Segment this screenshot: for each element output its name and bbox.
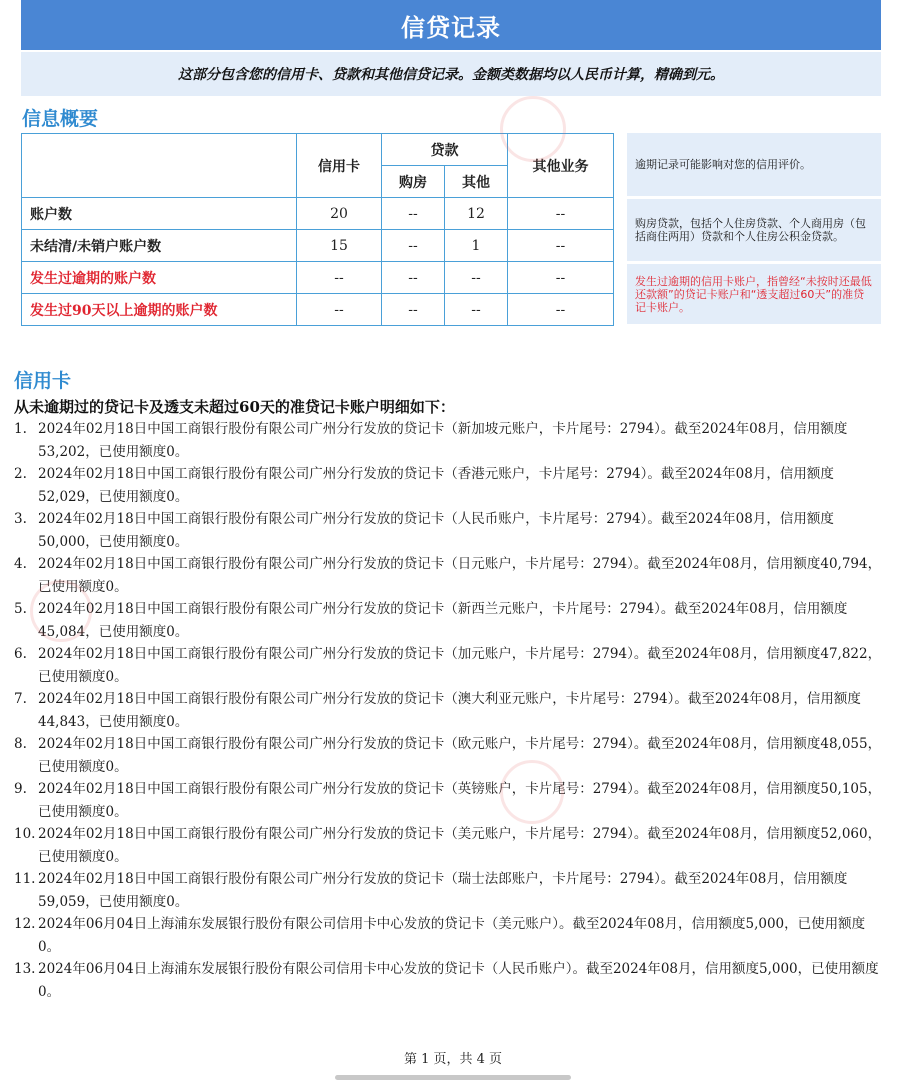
header-housing: 购房 <box>382 166 445 198</box>
page-indicator: 第 1 页，共 4 页 <box>403 1052 503 1067</box>
cell-value: -- <box>382 198 445 230</box>
item-text: 2024年06月04日上海浦东发展银行股份有限公司信用卡中心发放的贷记卡（美元账户）。截至2024年08月，信用额度5,000，已使用额度0。 <box>38 916 866 955</box>
list-item <box>14 508 884 553</box>
list-item <box>14 688 884 733</box>
item-number: 8. <box>14 736 27 752</box>
row-label: 账户数 <box>22 198 297 230</box>
list-item <box>14 913 884 958</box>
item-text: 2024年02月18日中国工商银行股份有限公司广州分行发放的贷记卡（新加坡元账户，卡片尾号：2794）。截至2024年08月，信用额度53,202，已使用额度0。 <box>38 421 848 460</box>
intro-note: 这部分包含您的信用卡、贷款和其他信贷记录。金额类数据均以人民币计算，精确到元。 <box>21 52 881 96</box>
header-loan: 贷款 <box>382 134 508 166</box>
summary-row <box>22 294 614 326</box>
cell-value: -- <box>508 198 614 230</box>
housing-loan-note: 购房贷款，包括个人住房贷款、个人商用房（包括商住两用）贷款和个人住房公积金贷款。 <box>627 199 881 261</box>
item-text: 2024年02月18日中国工商银行股份有限公司广州分行发放的贷记卡（澳大利亚元账户，卡片尾号：2794）。截至2024年08月，信用额度44,843，已使用额度0。 <box>38 691 861 730</box>
header-other: 其他 <box>445 166 508 198</box>
item-number: 11. <box>14 871 36 887</box>
item-text: 2024年02月18日中国工商银行股份有限公司广州分行发放的贷记卡（加元账户，卡片尾号：2794）。截至2024年08月，信用额度47,822，已使用额度0。 <box>38 646 882 685</box>
list-item <box>14 958 884 1003</box>
cell-value: -- <box>508 294 614 326</box>
summary-row <box>22 230 614 262</box>
list-item <box>14 643 884 688</box>
summary-table <box>21 133 614 326</box>
credit-card-subheading: 从未逾期过的贷记卡及透支未超过60天的准贷记卡账户明细如下： <box>14 398 455 416</box>
overdue-definition-note: 发生过逾期的信用卡账户，指曾经“未按时还最低还款额”的贷记卡账户和“透支超过60天”的准贷记卡账户。 <box>627 264 881 324</box>
item-number: 7. <box>14 691 27 707</box>
summary-row <box>22 262 614 294</box>
item-number: 6. <box>14 646 27 662</box>
item-text: 2024年02月18日中国工商银行股份有限公司广州分行发放的贷记卡（美元账户，卡片尾号：2794）。截至2024年08月，信用额度52,060，已使用额度0。 <box>38 826 882 865</box>
item-number: 12. <box>14 916 36 932</box>
report-section-header: 信贷记录 <box>21 0 881 50</box>
list-item <box>14 868 884 913</box>
cell-value: -- <box>508 230 614 262</box>
cell-value: 12 <box>445 198 508 230</box>
item-text: 2024年02月18日中国工商银行股份有限公司广州分行发放的贷记卡（欧元账户，卡片尾号：2794）。截至2024年08月，信用额度48,055，已使用额度0。 <box>38 736 882 775</box>
cell-value: 1 <box>445 230 508 262</box>
item-text: 2024年02月18日中国工商银行股份有限公司广州分行发放的贷记卡（日元账户，卡片尾号：2794）。截至2024年08月，信用额度40,794，已使用额度0。 <box>38 556 882 595</box>
item-number: 5. <box>14 601 27 617</box>
item-number: 3. <box>14 511 27 527</box>
item-text: 2024年02月18日中国工商银行股份有限公司广州分行发放的贷记卡（香港元账户，卡片尾号：2794）。截至2024年08月，信用额度52,029，已使用额度0。 <box>38 466 834 505</box>
list-item <box>14 778 884 823</box>
item-number: 1. <box>14 421 27 437</box>
item-text: 2024年02月18日中国工商银行股份有限公司广州分行发放的贷记卡（瑞士法郎账户，卡片尾号：2794）。截至2024年08月，信用额度59,059，已使用额度0。 <box>38 871 848 910</box>
list-item <box>14 823 884 868</box>
list-item <box>14 733 884 778</box>
summary-row <box>22 198 614 230</box>
overdue-impact-note: 逾期记录可能影响对您的信用评价。 <box>627 133 881 196</box>
cell-value: -- <box>382 262 445 294</box>
cell-value: -- <box>382 230 445 262</box>
watermark-stamp <box>30 580 92 642</box>
watermark-stamp <box>500 96 566 162</box>
item-text: 2024年06月04日上海浦东发展银行股份有限公司信用卡中心发放的贷记卡（人民币账户）。截至2024年08月，信用额度5,000，已使用额度0。 <box>38 961 879 1000</box>
header-other-business: 其他业务 <box>508 134 614 198</box>
cell-value: 15 <box>297 230 382 262</box>
item-text: 2024年02月18日中国工商银行股份有限公司广州分行发放的贷记卡（新西兰元账户，卡片尾号：2794）。截至2024年08月，信用额度45,084，已使用额度0。 <box>38 601 848 640</box>
list-item <box>14 418 884 463</box>
item-text: 2024年02月18日中国工商银行股份有限公司广州分行发放的贷记卡（英镑账户，卡片尾号：2794）。截至2024年08月，信用额度50,105，已使用额度0。 <box>38 781 882 820</box>
cell-value: -- <box>445 262 508 294</box>
row-label-alert: 发生过90天以上逾期的账户数 <box>22 294 297 326</box>
item-number: 4. <box>14 556 27 572</box>
summary-corner-cell <box>22 134 297 198</box>
watermark-stamp <box>500 760 564 824</box>
list-item <box>14 463 884 508</box>
item-text: 2024年02月18日中国工商银行股份有限公司广州分行发放的贷记卡（人民币账户，卡片尾号：2794）。截至2024年08月，信用额度50,000，已使用额度0。 <box>38 511 834 550</box>
home-indicator[interactable] <box>335 1075 571 1080</box>
item-number: 13. <box>14 961 36 977</box>
cell-value: 20 <box>297 198 382 230</box>
cell-value: -- <box>297 262 382 294</box>
item-number: 10. <box>14 826 36 842</box>
row-label-alert: 发生过逾期的账户数 <box>22 262 297 294</box>
item-number: 9. <box>14 781 27 797</box>
item-number: 2. <box>14 466 27 482</box>
credit-card-list <box>14 418 884 1003</box>
list-item <box>14 553 884 598</box>
summary-section-title: 信息概要 <box>22 108 99 130</box>
cell-value: -- <box>445 294 508 326</box>
cell-value: -- <box>382 294 445 326</box>
list-item <box>14 598 884 643</box>
header-credit-card: 信用卡 <box>297 134 382 198</box>
row-label: 未结清/未销户账户数 <box>22 230 297 262</box>
cell-value: -- <box>508 262 614 294</box>
cell-value: -- <box>297 294 382 326</box>
credit-card-section-title: 信用卡 <box>14 370 72 392</box>
